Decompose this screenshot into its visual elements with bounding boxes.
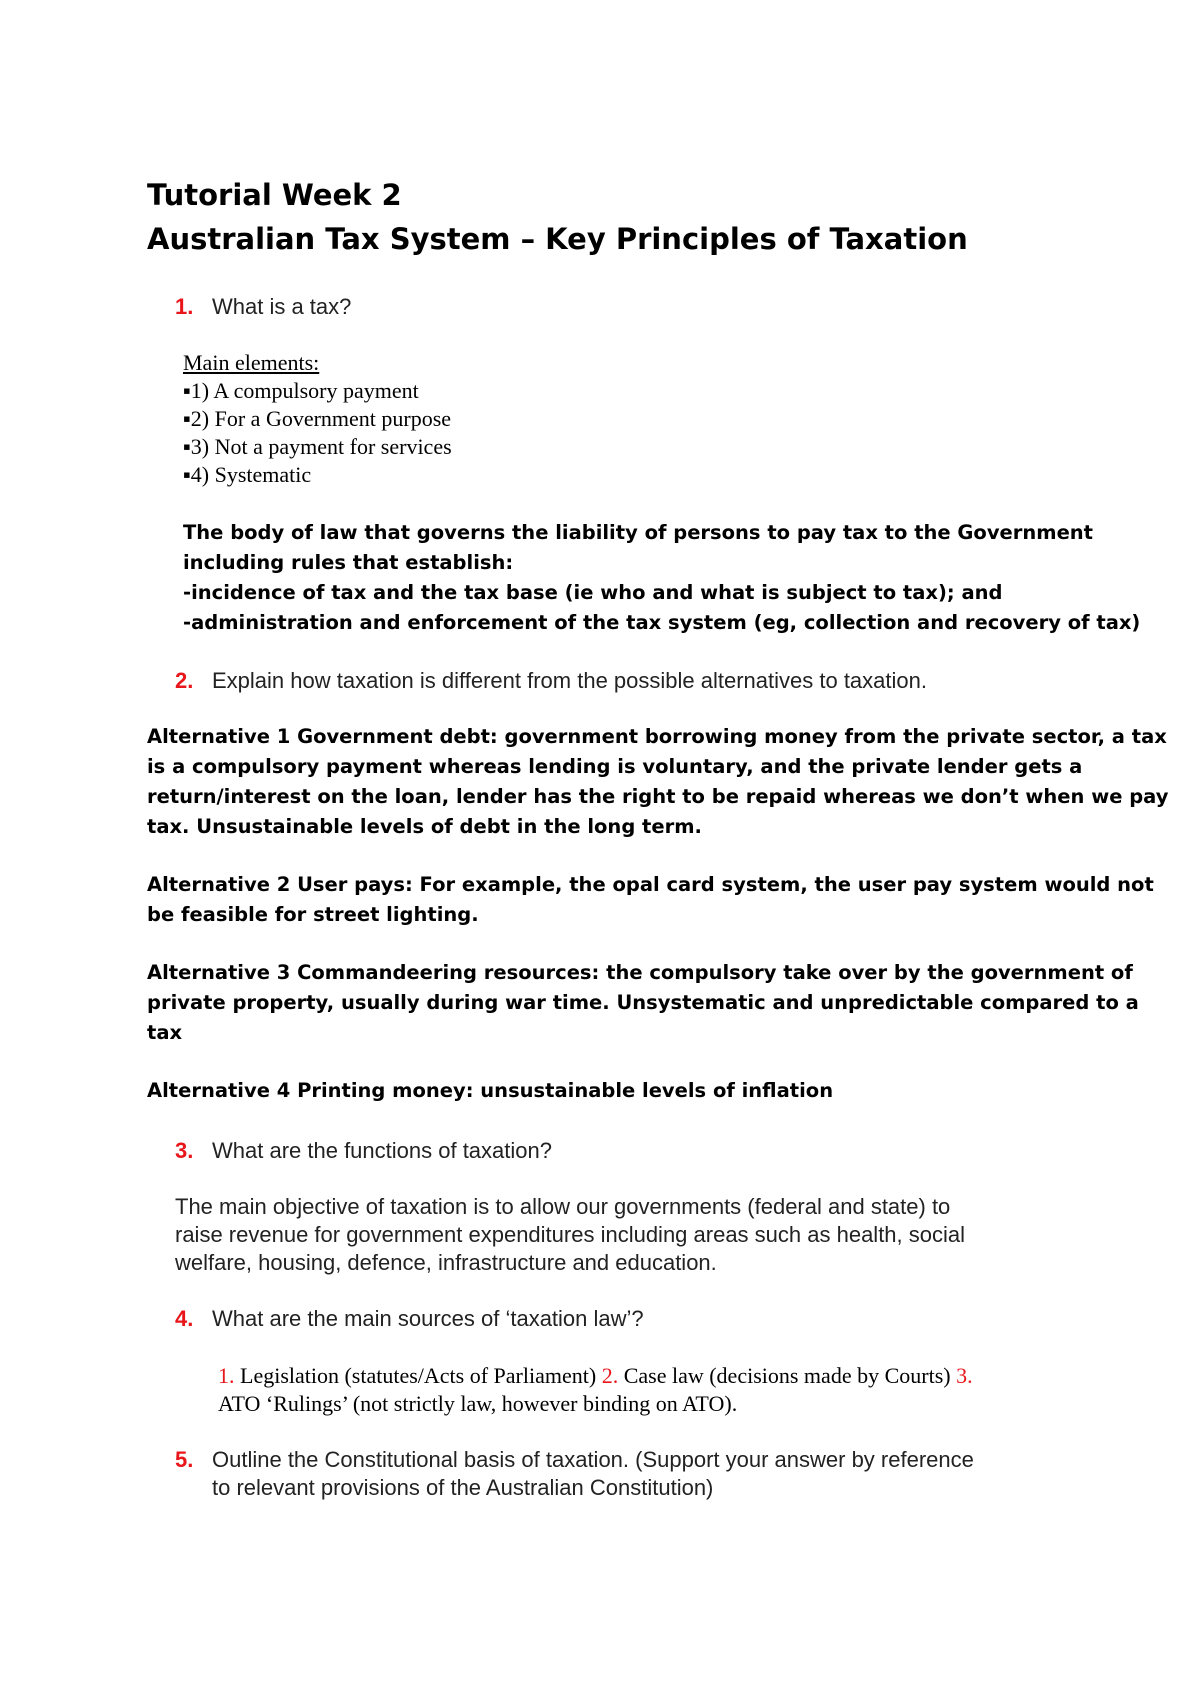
alternative-3-line: tax (147, 1021, 183, 1044)
alternative-1-line: tax. Unsustainable levels of debt in the long term. (147, 815, 702, 838)
alternative-1-line: return/interest on the loan, lender has the right to be repaid whereas we don’t when we pay (147, 785, 1169, 808)
source-1-text: Legislation (statutes/Acts of Parliament) (234, 1363, 602, 1388)
alternative-1-line: Alternative 1 Government debt: government borrowing money from the private sector, a tax (147, 725, 1167, 748)
alternative-3-line: private property, usually during war time. Unsystematic and unpredictable compared to a (147, 991, 1139, 1014)
q3-answer-line: welfare, housing, defence, infrastructure and education. (175, 1250, 717, 1275)
element-item: ▪4) Systematic (183, 462, 312, 487)
page-subtitle: Australian Tax System – Key Principles of Taxation (147, 222, 968, 256)
page-title: Tutorial Week 2 (147, 178, 402, 212)
question-2-text: Explain how taxation is different from the possible alternatives to taxation. (212, 668, 927, 693)
alternative-2-line: Alternative 2 User pays: For example, the opal card system, the user pay system would not (147, 873, 1154, 896)
source-1-number: 1. (218, 1363, 235, 1388)
question-5-text-line: to relevant provisions of the Australian Constitution) (212, 1475, 714, 1500)
alternative-4-line: Alternative 4 Printing money: unsustainable levels of inflation (147, 1079, 834, 1102)
q3-answer-line: The main objective of taxation is to allow our governments (federal and state) to (175, 1194, 951, 1219)
source-3-number: 3. (956, 1363, 973, 1388)
question-4-number: 4. (175, 1306, 194, 1331)
question-3-text: What are the functions of taxation? (212, 1138, 552, 1163)
question-3-number: 3. (175, 1138, 194, 1163)
element-item: ▪2) For a Government purpose (183, 406, 452, 431)
q1-answer-line: -incidence of tax and the tax base (ie who and what is subject to tax); and (183, 581, 1003, 604)
main-elements-heading: Main elements: (183, 350, 320, 375)
question-5-number: 5. (175, 1447, 194, 1472)
element-item: ▪1) A compulsory payment (183, 378, 419, 403)
q1-answer-line: -administration and enforcement of the tax system (eg, collection and recovery of tax) (183, 611, 1141, 634)
alternative-3-line: Alternative 3 Commandeering resources: the compulsory take over by the government of (147, 961, 1133, 984)
sources-line-1 (218, 1362, 973, 1390)
alternative-2-line: be feasible for street lighting. (147, 903, 479, 926)
q3-answer-line: raise revenue for government expenditures including areas such as health, social (175, 1222, 966, 1247)
source-3-text: ATO ‘Rulings’ (not strictly law, however binding on ATO). (218, 1391, 738, 1416)
question-1-number: 1. (175, 294, 194, 319)
question-1-text: What is a tax? (212, 294, 352, 319)
q1-answer-line: including rules that establish: (183, 551, 514, 574)
element-item: ▪3) Not a payment for services (183, 434, 452, 459)
question-2-number: 2. (175, 668, 194, 693)
source-2-number: 2. (601, 1363, 619, 1388)
q1-answer-line: The body of law that governs the liability of persons to pay tax to the Government (183, 521, 1093, 544)
question-4-text: What are the main sources of ‘taxation law’? (212, 1306, 644, 1331)
alternative-1-line: is a compulsory payment whereas lending is voluntary, and the private lender gets a (147, 755, 1083, 778)
question-5-text-line: Outline the Constitutional basis of taxation. (Support your answer by reference (212, 1447, 974, 1472)
source-2-text: Case law (decisions made by Courts) (618, 1363, 957, 1388)
